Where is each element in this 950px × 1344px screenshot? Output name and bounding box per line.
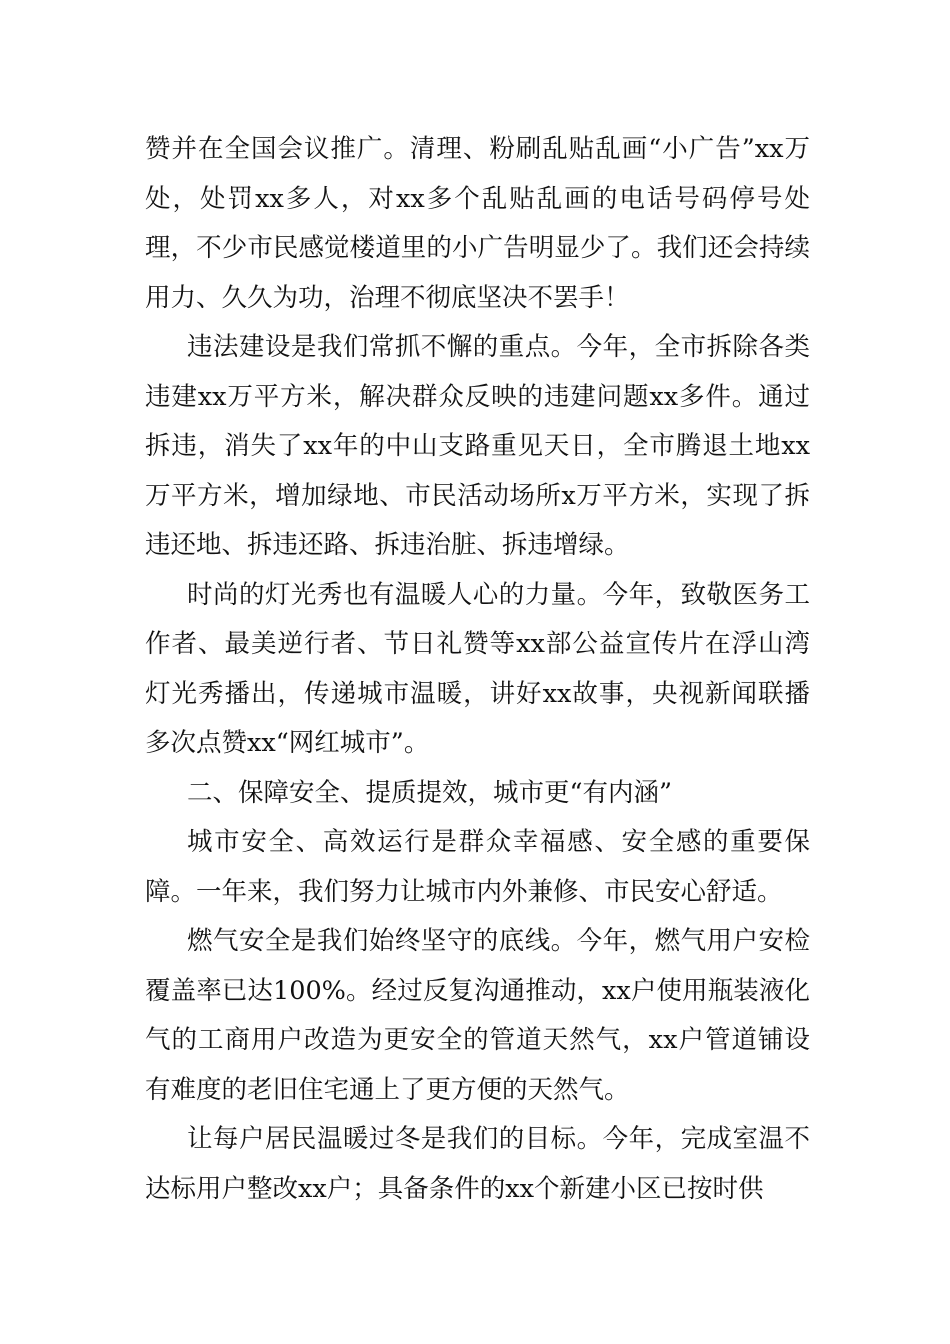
paragraph-city-safety: 城市安全、高效运行是群众幸福感、安全感的重要保障。一年来，我们努力让城市内外兼修、市民安心舒适。 — [145, 827, 810, 907]
paragraph-city-ads-cleanup: 赞并在全国会议推广。清理、粉刷乱贴乱画“小广告”xx万处，处罚xx多人，对xx多个乱贴乱画的电话号码停号处理，不少市民感觉楼道里的小广告明显少了。我们还会持续用力、久久为功，治理不彻底坚决不罢手！ — [145, 134, 810, 313]
paragraph-light-show: 时尚的灯光秀也有温暖人心的力量。今年，致敬医务工作者、最美逆行者、节日礼赞等xx部公益宣传片在浮山湾灯光秀播出，传递城市温暖，讲好xx故事，央视新闻联播多次点赞xx“网红城市”。 — [145, 579, 810, 758]
paragraph-illegal-construction: 违法建设是我们常抓不懈的重点。今年，全市拆除各类违建xx万平方米，解决群众反映的违建问题xx多件。通过拆违，消失了xx年的中山支路重见天日，全市腾退土地xx万平方米，增加绿地、市民活动场所x万平方米，实现了拆违还地、拆违还路、拆违治脏、拆违增绿。 — [145, 332, 810, 560]
section-heading-safety: 二、保障安全、提质提效，城市更“有内涵” — [187, 777, 673, 808]
paragraph-winter-heating: 让每户居民温暖过冬是我们的目标。今年，完成室温不达标用户整改xx户；具备条件的xx个新建小区已按时供 — [145, 1124, 810, 1204]
paragraph-gas-safety: 燃气安全是我们始终坚守的底线。今年，燃气用户安检覆盖率已达100%。经过反复沟通推动，xx户使用瓶装液化气的工商用户改造为更安全的管道天然气，xx户管道铺设有难度的老旧住宅通上了更方便的天然气。 — [145, 926, 810, 1105]
document-body — [145, 125, 810, 1214]
